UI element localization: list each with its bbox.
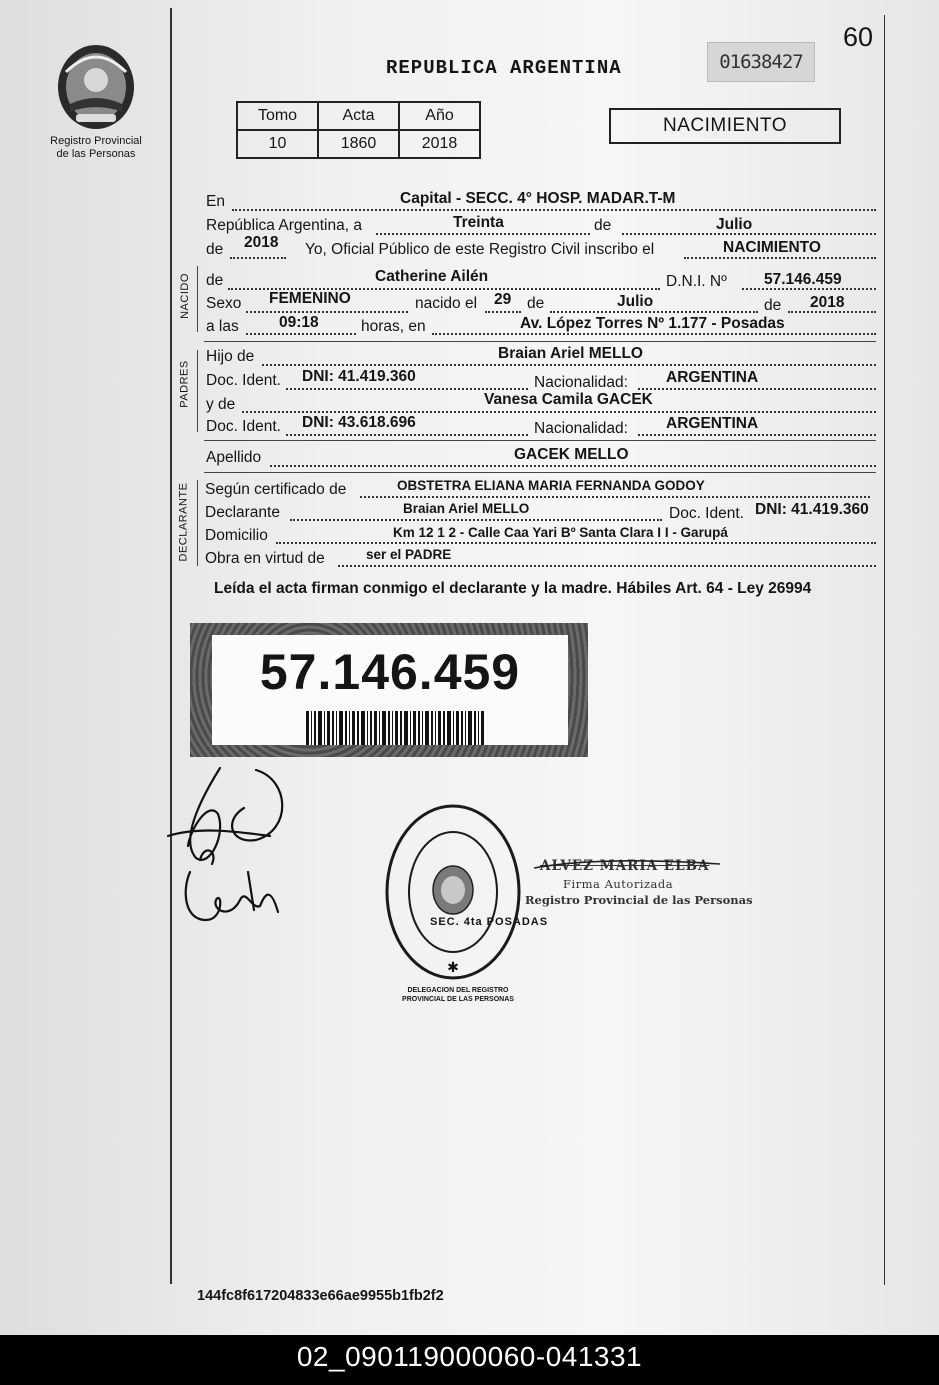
misiones-logo [54,42,138,132]
dotted-line [550,311,758,313]
page-number: 60 [843,22,874,52]
dotted-line [360,496,870,498]
dotted-line [638,388,876,390]
acta-value: 1860 [318,130,399,158]
padre-nac-value: ARGENTINA [666,369,759,386]
nacido-dia-value: 29 [494,291,512,308]
apellido-label: Apellido [206,449,262,466]
stamp-inner-text: SEC. 4ta POSADAS [430,916,549,928]
padre-doc-label: Doc. Ident. [206,372,281,389]
nacido-el-label: nacido el [415,295,478,312]
nacido-anio-value: 2018 [810,294,845,311]
alas-label: a las [206,318,239,335]
dotted-line [262,364,876,366]
lugar-value: Av. López Torres Nº 1.177 - Posadas [520,315,785,332]
logo-caption-line1: Registro Provincial [50,135,142,147]
declarante-value: Braian Ariel MELLO [403,501,530,516]
dni-sticker [190,623,588,757]
obra-label: Obra en virtud de [205,550,325,567]
inscribo-value: NACIMIENTO [723,239,821,256]
stamp-ring-text: DELEGACION DEL REGISTRO PROVINCIAL DE LAS PERSONAS [402,987,514,1003]
obra-value: ser el PADRE [366,547,452,562]
sexo-value: FEMENINO [269,290,351,307]
dia-value: Treinta [453,214,504,231]
anio-value: 2018 [399,130,480,158]
en-label: En [206,193,225,210]
nacido-de-label: de [206,272,224,289]
dotted-line [242,411,876,413]
act-type-box: NACIMIENTO [609,108,841,144]
madre-doc-label: Doc. Ident. [206,418,281,435]
firma-swash [530,854,730,874]
document-title: REPUBLICA ARGENTINA [386,57,622,79]
declarante-doc-label: Doc. Ident. [669,505,744,522]
dotted-line [246,333,356,335]
sticker-number: 57.146.459 [259,644,521,700]
dotted-line [485,311,521,313]
tomo-header: Tomo [237,102,318,130]
footer-id-bar: 02_090119000060-041331 [0,1335,939,1385]
tomo-acta-table [236,101,481,159]
firma-org: Registro Provincial de las Personas [525,893,753,907]
dni-sticker-label [212,635,568,745]
anio-value: 2018 [244,234,279,251]
declarante-doc-value: DNI: 41.419.360 [755,501,869,518]
dotted-line [638,434,876,436]
padre-value: Braian Ariel MELLO [498,345,643,362]
nacido-de-label2: de [527,295,545,312]
padre-nac-label: Nacionalidad: [534,374,628,391]
logo-caption [36,135,156,161]
closing-statement: Leída el acta firman conmigo el declarante y la madre. Hábiles Art. 64 - Ley 26994 [214,580,812,597]
dotted-line [286,388,528,390]
registro-stamp-icon [383,802,523,982]
nombre-value: Catherine Ailén [375,268,489,285]
sexo-label: Sexo [206,295,242,312]
y-de-label: y de [206,396,236,413]
dotted-line [270,465,876,467]
section-rule [204,440,876,441]
dotted-line [246,311,408,313]
right-margin-line [884,15,885,1285]
padres-section-label: PADRES [178,360,191,408]
madre-doc-value: DNI: 43.618.696 [302,414,416,431]
apellido-value: GACEK MELLO [514,446,629,463]
firma-name: ALVEZ MARIA ELBA [540,858,710,874]
horas-en-label: horas, en [361,318,426,335]
en-value: Capital - SECC. 4° HOSP. MADAR.T-M [400,190,676,207]
mes-value: Julio [716,216,753,233]
domicilio-value: Km 12 1 2 - Calle Caa Yari Bº Santa Clara I I - Garupá [393,525,728,540]
dotted-line [230,257,286,259]
logo-caption-line2: de las Personas [56,148,136,160]
serial-number: 01638427 [707,42,815,82]
certificado-value: OBSTETRA ELIANA MARIA FERNANDA GODOY [397,478,705,493]
tomo-value: 10 [237,130,318,158]
document-hash: 144fc8f617204833e66ae9955b1fb2f2 [197,1288,444,1304]
hijo-de-label: Hijo de [206,348,255,365]
dotted-line [286,434,528,436]
dotted-line [232,209,876,211]
madre-nac-label: Nacionalidad: [534,420,628,437]
section-rule [204,341,876,342]
svg-text:✱: ✱ [447,960,459,976]
section-divider [197,266,198,332]
oficial-text: Yo, Oficial Público de este Registro Civil inscribo el [305,241,655,258]
dotted-line [432,333,876,335]
barcode-icon [306,711,486,745]
republica-label: República Argentina, a [206,217,362,234]
dotted-line [290,519,662,521]
anio-header: Año [399,102,480,130]
firma-role: Firma Autorizada [563,877,674,891]
left-margin-line [170,8,172,1284]
nacido-mes-value: Julio [617,293,654,310]
domicilio-label: Domicilio [205,527,268,544]
segun-label: Según certificado de [205,481,347,498]
nacido-de-label3: de [764,297,782,314]
section-divider [197,480,198,566]
dni-value: 57.146.459 [764,271,842,288]
dotted-line [276,542,876,544]
acta-header: Acta [318,102,399,130]
hora-value: 09:18 [279,314,319,331]
de2-label: de [206,241,224,258]
declarante-section-label: DECLARANTE [177,482,190,562]
dotted-line [338,565,876,567]
declarante-label: Declarante [205,504,280,521]
section-divider [197,350,198,432]
signature-scribbles [160,760,295,930]
nacido-section-label: NACIDO [178,273,191,319]
section-rule [204,472,876,473]
dni-label: D.N.I. Nº [666,273,727,290]
dotted-line [376,233,590,235]
padre-doc-value: DNI: 41.419.360 [302,368,416,385]
madre-nac-value: ARGENTINA [666,415,759,432]
dotted-line [684,257,876,259]
de-label: de [594,217,612,234]
madre-value: Vanesa Camila GACEK [484,391,653,408]
